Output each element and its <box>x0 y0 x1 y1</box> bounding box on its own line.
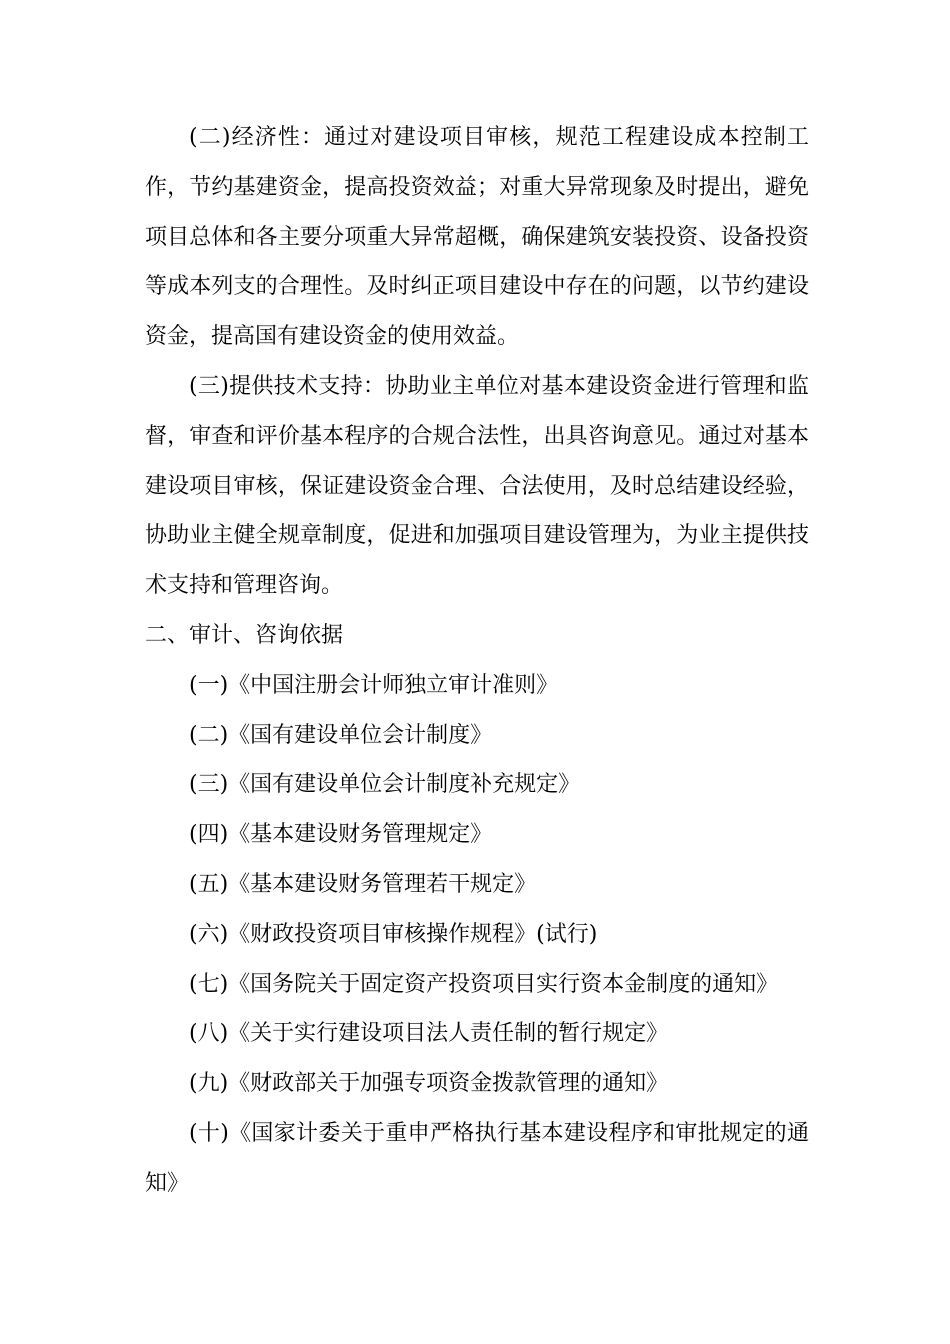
basis-item-8: (八)《关于实行建设项目法人责任制的暂行规定》 <box>189 1021 669 1047</box>
basis-item-4: (四)《基本建设财务管理规定》 <box>189 822 493 848</box>
basis-item-2: (二)《国有建设单位会计制度》 <box>189 722 493 748</box>
basis-item-10: (十)《国家计委关于重申严格执行基本建设程序和审批规定的通知》 <box>145 1120 809 1196</box>
basis-item-5: (五)《基本建设财务管理若干规定》 <box>189 871 537 897</box>
paragraph-economy: (二)经济性：通过对建设项目审核，规范工程建设成本控制工作，节约基建资金，提高投资效益；对重大异常现象及时提出，避免项目总体和各主要分项重大异常超概，确保建筑安装投资、设备投资等成本列支的合理性。及时纠正项目建设中存在的问题，以节约建设资金，提高国有建设资金的使用效益。 <box>145 125 809 350</box>
basis-item-3: (三)《国有建设单位会计制度补充规定》 <box>189 772 581 798</box>
basis-item-1: (一)《中国注册会计师独立审计准则》 <box>189 672 559 698</box>
paragraph-tech-support: (三)提供技术支持：协助业主单位对基本建设资金进行管理和监督，审查和评价基本程序的合规合法性，出具咨询意见。通过对基本建设项目审核，保证建设资金合理、合法使用，及时总结建设经验，协助业主健全规章制度，促进和加强项目建设管理为，为业主提供技术支持和管理咨询。 <box>145 373 809 599</box>
basis-item-6: (六)《财政投资项目审核操作规程》(试行) <box>189 921 598 947</box>
document-body <box>145 113 809 1209</box>
basis-item-7: (七)《国务院关于固定资产投资项目实行资本金制度的通知》 <box>189 971 779 997</box>
basis-item-9: (九)《财政部关于加强专项资金拨款管理的通知》 <box>189 1071 669 1097</box>
section-heading-basis: 二、审计、咨询依据 <box>145 622 344 648</box>
